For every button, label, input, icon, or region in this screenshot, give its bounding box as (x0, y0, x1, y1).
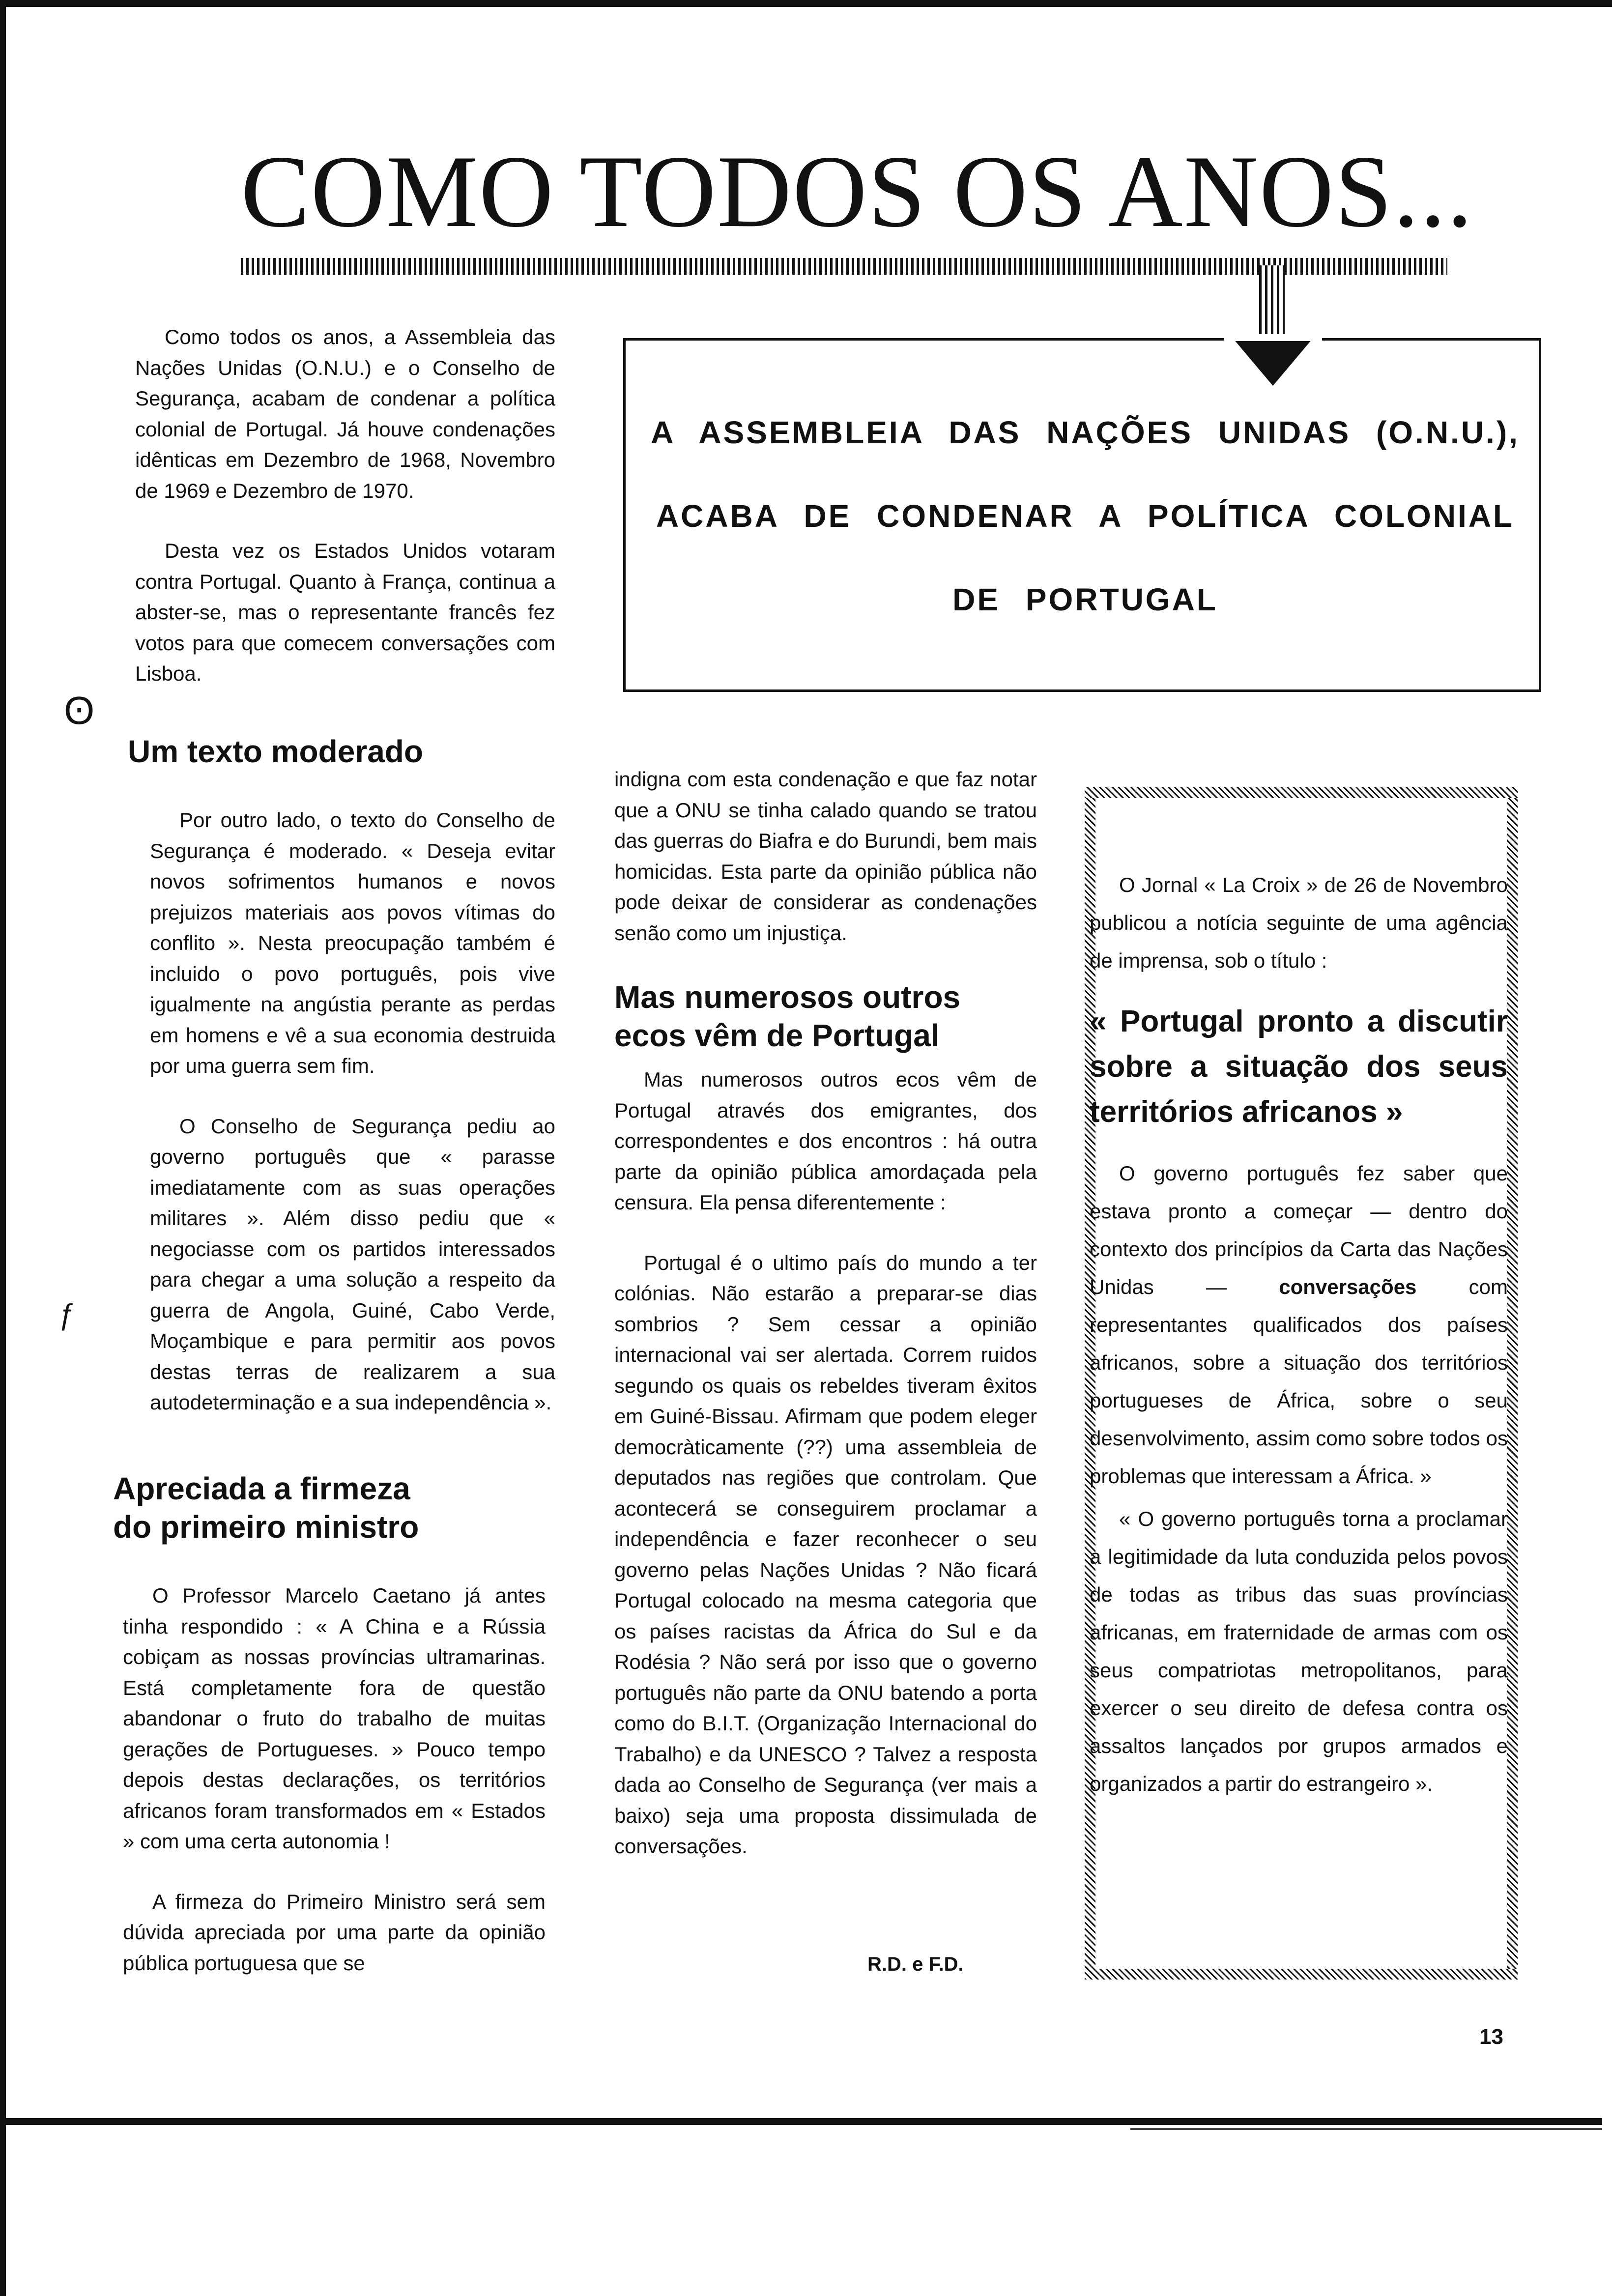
column-1-body (150, 805, 555, 1418)
signature: R.D. e F.D. (867, 1953, 964, 1975)
sidebar-paragraph-3: « O governo português torna a proclamar a legitimidade da luta conduzida pelos povos de todas as tribus das suas províncias africanas, em fraternidade de armas com os seus compatriotas metropolitanos, para exercer o seu direito de defesa contra os assaltos lançados por grupos armados e organizados a partir do estrangeiro ». (1090, 1507, 1508, 1795)
sidebar-p2-text-end: com representantes qualificados dos países africanos, sobre a situação dos territórios portugueses de África, sobre o seu desenvolvimento, assim como sobre todos os problemas que interessam a África. » (1090, 1275, 1508, 1488)
margin-mark-2: ƒ (59, 1298, 76, 1331)
headline-box (623, 338, 1541, 692)
box-arrow-gap (1224, 334, 1322, 341)
paragraph: O Professor Marcelo Caetano já antes tinha respondido : « A China e a Rússia cobiçam as nossas províncias ultramarinas. Está completamente fora de questão abandonar o fruto do trabalho de muitas gerações de Portugueses. » Pouco tempo depois destas declarações, os territórios africanos foram transformados em « Estados » com uma certa autonomia ! (123, 1584, 546, 1853)
column-1-lower (113, 1469, 546, 2008)
intro-text (135, 322, 555, 719)
sidebar-p2-text: O governo português fez saber que estava pronto a começar — dentro do contexto dos princípios da Carta das Nações Unidas — (1090, 1162, 1508, 1298)
sidebar-body (1085, 787, 1518, 1803)
column-1 (123, 732, 555, 1448)
column-2 (614, 764, 1037, 1892)
page-edge-top (0, 0, 1612, 7)
sidebar-paragraph-2 (1090, 1154, 1508, 1495)
paragraph: O Conselho de Segurança pediu ao governo português que « parasse imediatamente com as suas operações militares ». Além disso pediu que « negociasse com os partidos interessados para chegar a uma solução a respeito da guerra de Angola, Guiné, Cabo Verde, Moçambique e para permitir aos povos destas terras de realizarem a sua autodeterminação e a sua independência ». (150, 1114, 555, 1414)
page-number: 13 (1479, 2025, 1503, 2049)
headline-line-1: A ASSEMBLEIA DAS NAÇÕES UNIDAS (O.N.U.), (651, 415, 1520, 450)
heading-firmeza-2: do primeiro ministro (113, 1509, 419, 1545)
paragraph: Mas numerosos outros ecos vêm de Portugal através dos emigrantes, dos correspondentes e dos encontros : há outra parte da opinião pública amordaçada pela censura. Ela pensa diferentemente : (614, 1068, 1037, 1214)
heading-ecos-1: Mas numerosos outros (614, 979, 961, 1015)
sidebar-p2-bold: conversações (1279, 1275, 1417, 1298)
page-title: COMO TODOS OS ANOS... (241, 135, 1474, 249)
sidebar-paragraph-1: O Jornal « La Croix » de 26 de Novembro publicou a notícia seguinte de uma agência de imprensa, sob o título : (1090, 873, 1508, 972)
margin-mark-1: ʘ (64, 689, 95, 732)
sidebar-headline: « Portugal pronto a discutir sobre a situação dos seus territórios africanos » (1090, 1004, 1508, 1129)
arrow-stem (1259, 265, 1285, 339)
headline-line-2: ACABA DE CONDENAR A POLÍTICA COLONIAL (656, 498, 1515, 534)
paragraph: Portugal é o ultimo país do mundo a ter colónias. Não estarão a preparar-se dias sombrios ? Sem cessar a opinião internacional vai ser alertada. Correm ruidos segundo os quais os rebeldes tiveram êxitos em Guiné-Bissau. Afirmam que podem eleger democràticamente (??) uma assembleia de deputados nas regiões que controlam. Que acontecerá se conseguirem proclamar a independência e fazer reconhecer o seu governo pelas Nações Unidas ? Não ficará Portugal colocado na mesma categoria que os países racistas da África do Sul e da Rodésia ? Não será por isso que o governo português não parte da ONU batendo a porta como do B.I.T. (Organização Internacional do Trabalho) e da UNESCO ? Talvez a resposta dada ao Conselho de Segurança (ver mais a baixo) seja uma proposta dissimulada de conversações. (614, 1251, 1037, 1858)
page-edge-left (0, 0, 6, 2296)
paragraph: A firmeza do Primeiro Ministro será sem dúvida apreciada por uma parte da opinião pública portuguesa que se (123, 1890, 546, 1975)
paragraph: indigna com esta condenação e que faz notar que a ONU se tinha calado quando se tratou das guerras do Biafra e do Burundi, bem mais homicidas. Esta parte da opinião pública não pode deixar de considerar as condenações senão como um injustiça. (614, 768, 1037, 945)
intro-paragraph-1: Como todos os anos, a Assembleia das Nações Unidas (O.N.U.) e o Conselho de Segurança, acabam de condenar a política colonial de Portugal. Já houve condenações idênticas em Dezembro de 1968, Novembro de 1969 e Dezembro de 1970. (135, 325, 555, 502)
page-edge-bottom-rule (1130, 2128, 1602, 2130)
heading-texto-moderado: Um texto moderado (128, 734, 423, 769)
paragraph: Por outro lado, o texto do Conselho de Segurança é moderado. « Deseja evitar novos sofrimentos humanos e novos prejuizos materiais aos povos vítimas do conflito ». Nesta preocupação também é incluido o povo português, pois vive igualmente na angústia perante as perdas em homens e vê a sua economia destruida por uma guerra sem fim. (150, 808, 555, 1077)
column-1-lower-body (123, 1580, 546, 1979)
column-2-top-body (614, 764, 1037, 948)
column-2-body (614, 1064, 1037, 1862)
heading-firmeza-1: Apreciada a firmeza (113, 1471, 410, 1506)
headline-line-3: DE PORTUGAL (952, 582, 1218, 617)
sidebar-box (1074, 776, 1528, 1990)
heading-ecos-2: ecos vêm de Portugal (614, 1018, 940, 1053)
page-edge-bottom (0, 2118, 1602, 2125)
intro-paragraph-2: Desta vez os Estados Unidos votaram contra Portugal. Quanto à França, continua a abster-se, mas o representante francês fez votos para que comecem conversações com Lisboa. (135, 539, 555, 685)
